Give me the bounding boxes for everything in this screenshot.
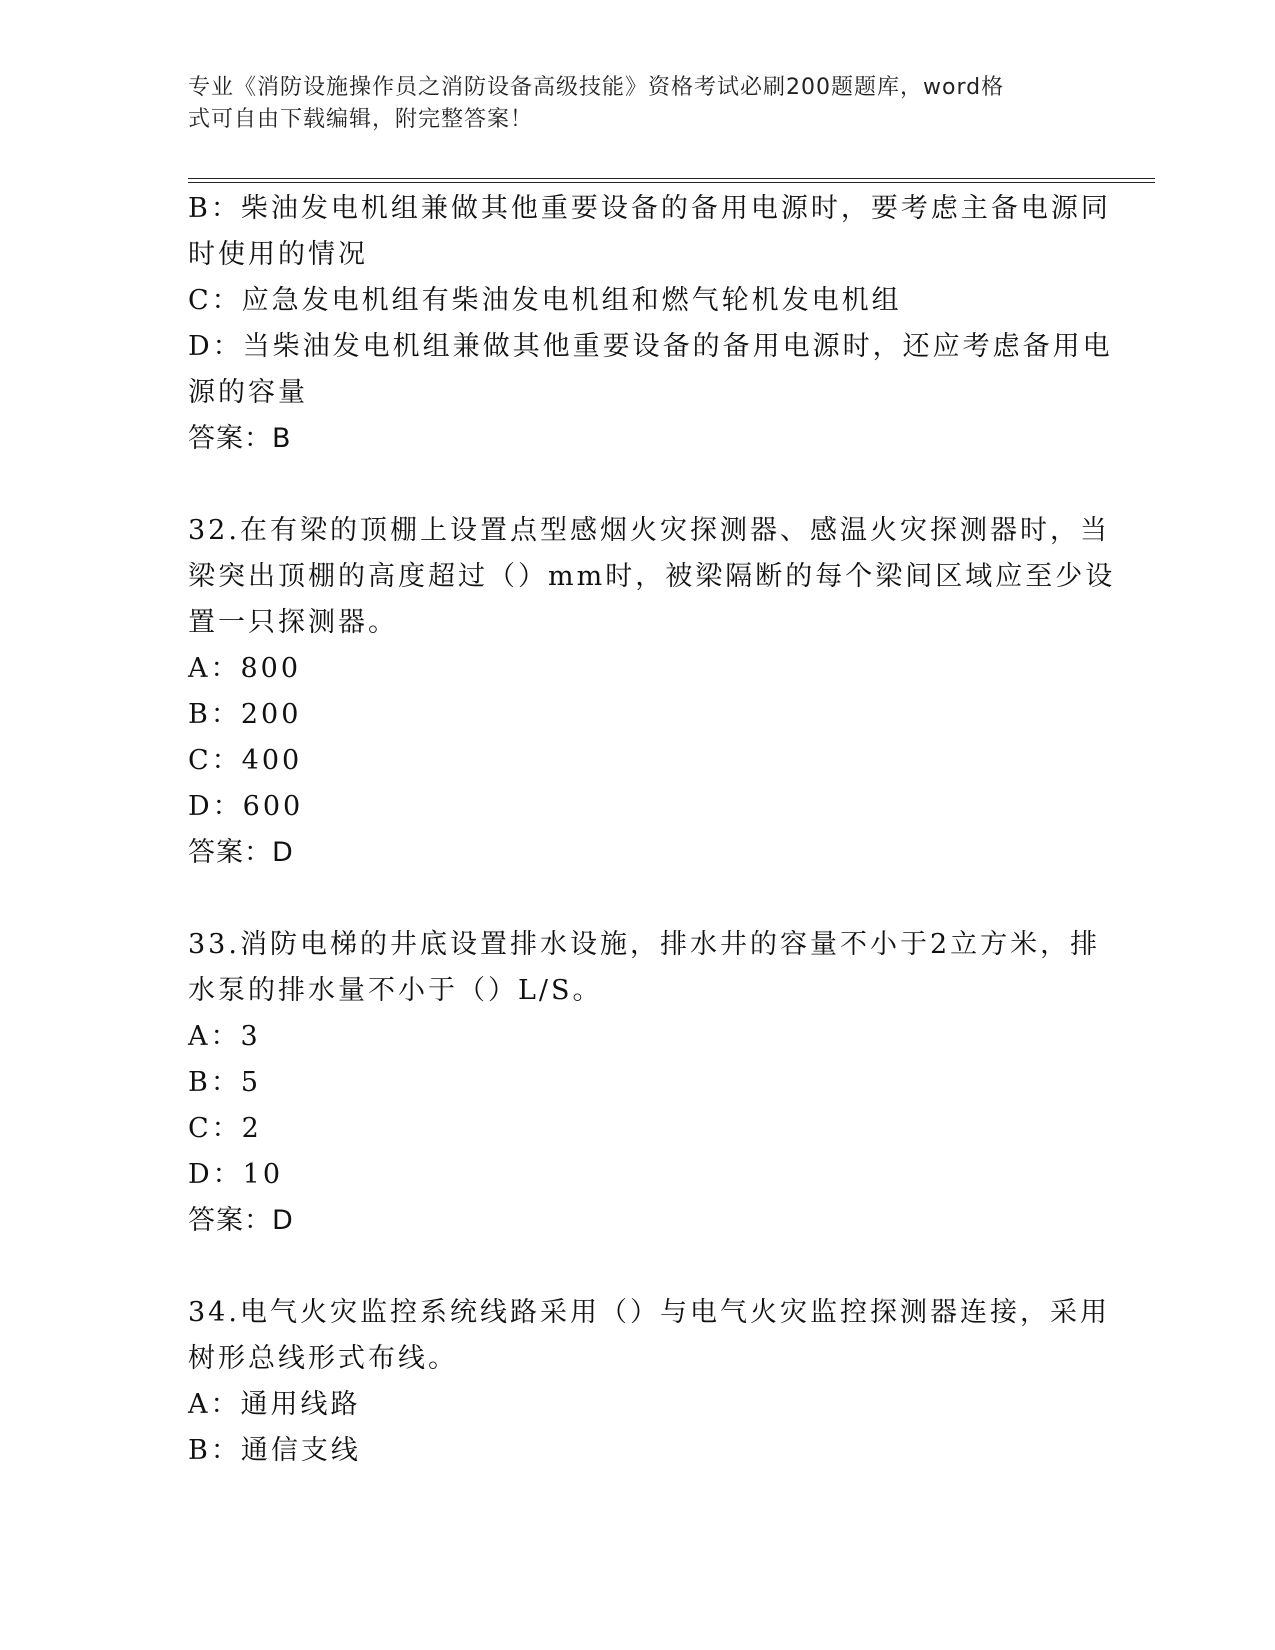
question-32-line-1: 32.在有梁的顶棚上设置点型感烟火灾探测器、感温火灾探测器时，当	[188, 515, 1110, 546]
spacer	[188, 876, 1088, 922]
question-33-line-2: 水泵的排水量不小于（）L/S。	[188, 975, 603, 1006]
spacer	[188, 1244, 1088, 1290]
option-c: C：应急发电机组有柴油发电机组和燃气轮机发电机组	[188, 285, 902, 316]
option-d: D：600	[188, 791, 304, 822]
answer: 答案：D	[188, 837, 294, 868]
option-b-line-1: B：柴油发电机组兼做其他重要设备的备用电源时，要考虑主备电源同	[188, 193, 1111, 224]
option-a: A：通用线路	[188, 1389, 361, 1420]
question-34-block	[188, 1290, 1110, 1474]
option-d-line-2: 源的容量	[188, 377, 308, 408]
document-header	[188, 72, 1068, 136]
option-b: B：200	[188, 699, 302, 730]
question-32-line-2: 梁突出顶棚的高度超过（）mm时，被梁隔断的每个梁间区域应至少设	[188, 561, 1116, 592]
option-b: B：通信支线	[188, 1435, 361, 1466]
question-33-line-1: 33.消防电梯的井底设置排水设施，排水井的容量不小于2立方米，排	[188, 929, 1101, 960]
spacer	[188, 462, 1088, 508]
option-a: A：800	[188, 653, 302, 684]
header-title-line-2: 式可自由下载编辑，附完整答案！	[188, 107, 534, 132]
question-33-block	[188, 922, 1101, 1244]
option-c: C：2	[188, 1113, 262, 1144]
answer: 答案：D	[188, 1205, 294, 1236]
header-title-line-1: 专业《消防设施操作员之消防设备高级技能》资格考试必刷200题题库，word格	[188, 75, 1005, 100]
option-d: D：10	[188, 1159, 284, 1190]
prev-question-block	[188, 186, 1113, 462]
option-b: B：5	[188, 1067, 262, 1098]
question-32-line-3: 置一只探测器。	[188, 607, 398, 638]
question-32-block	[188, 508, 1116, 876]
answer: 答案：B	[188, 423, 292, 454]
question-34-line-2: 树形总线形式布线。	[188, 1343, 458, 1374]
option-a: A：3	[188, 1021, 261, 1052]
option-c: C：400	[188, 745, 303, 776]
question-34-line-1: 34.电气火灾监控系统线路采用（）与电气火灾监控探测器连接，采用	[188, 1297, 1110, 1328]
option-b-line-2: 时使用的情况	[188, 239, 368, 270]
question-content	[188, 186, 1116, 1474]
header-double-rule	[188, 178, 1155, 183]
option-d-line-1: D：当柴油发电机组兼做其他重要设备的备用电源时，还应考虑备用电	[188, 331, 1113, 362]
